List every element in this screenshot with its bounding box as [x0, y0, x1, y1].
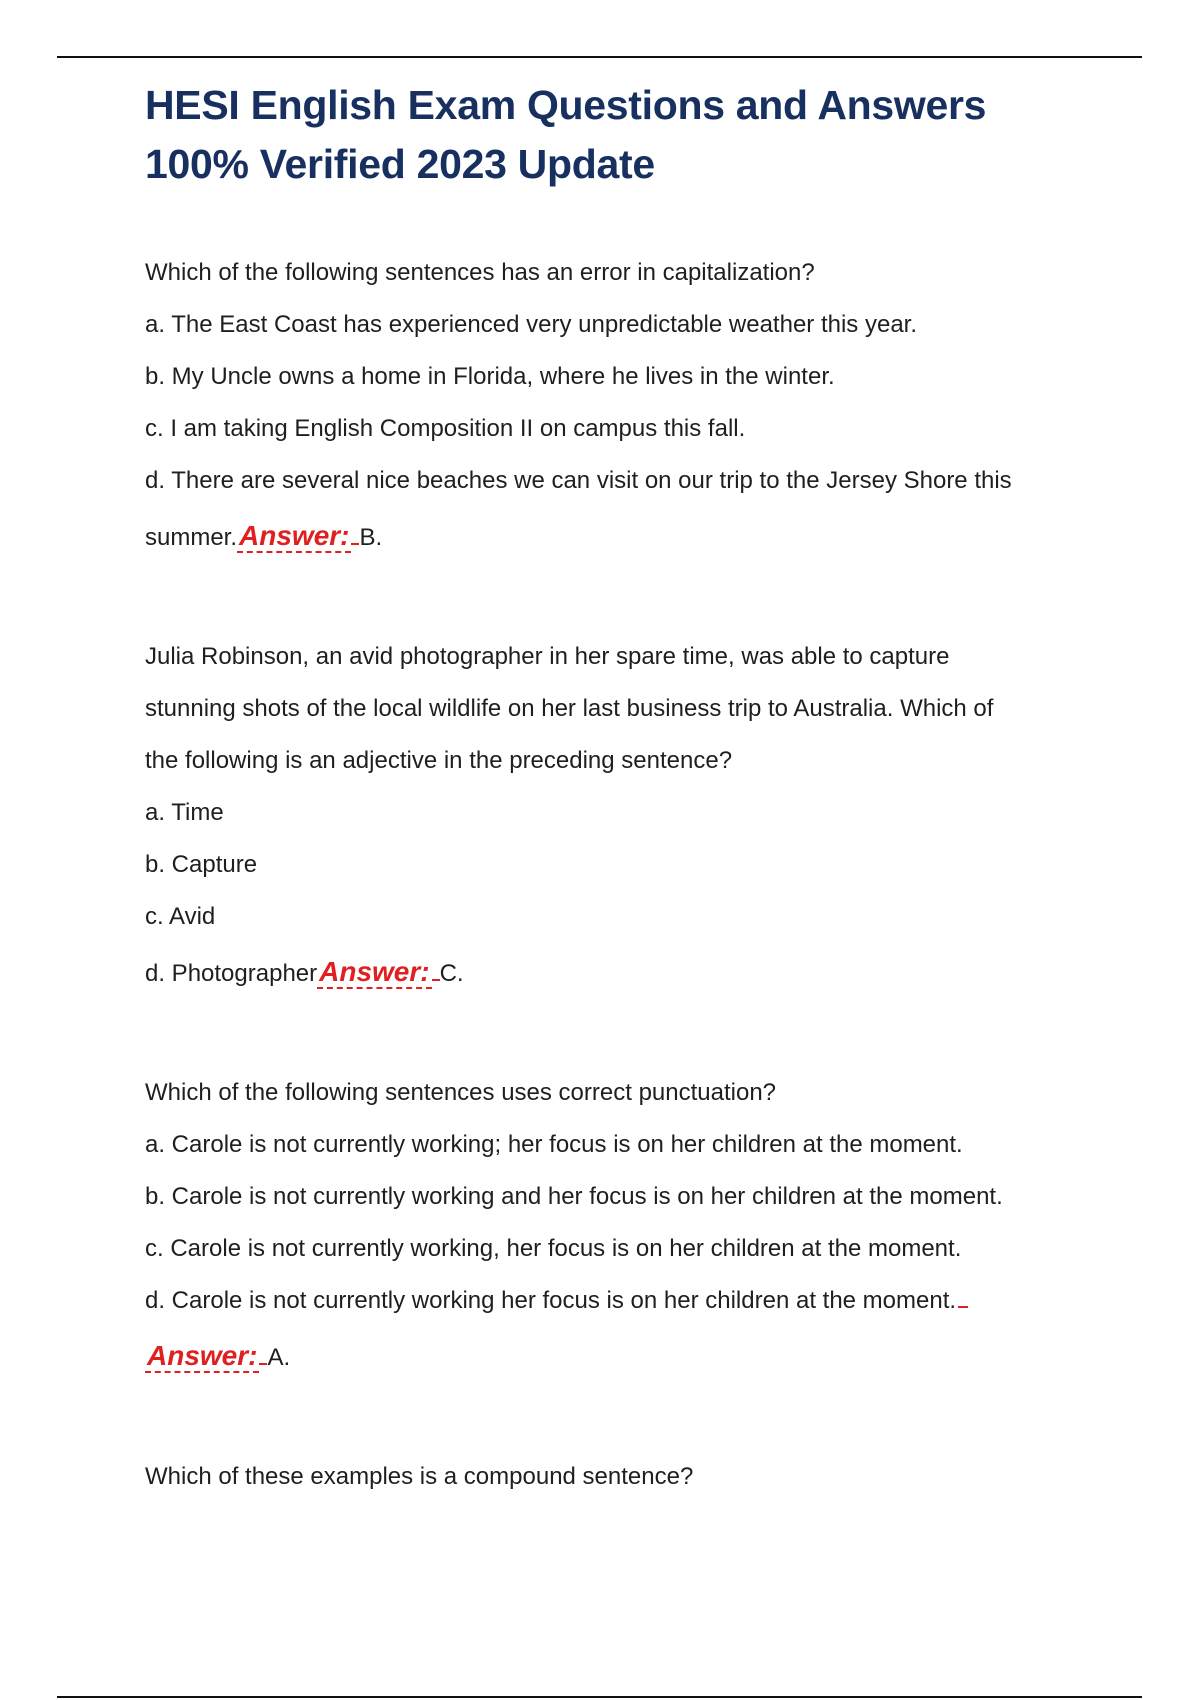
option-continuation: summer.: [145, 524, 238, 551]
question-prompt: Which of the following sentences has an error in capitalization?: [145, 259, 815, 286]
bottom-rule: [57, 1696, 1142, 1698]
question-4: [145, 1451, 1105, 1503]
stray-underline: [958, 1305, 968, 1308]
answer-value: B.: [359, 524, 383, 551]
document-title: [145, 76, 1105, 194]
answer-row: [145, 943, 1105, 1003]
question-1: [145, 247, 1105, 567]
answer-value: C.: [439, 960, 464, 987]
option-b: b. Capture: [145, 851, 258, 878]
question-3: [145, 1067, 1105, 1387]
top-rule: [57, 56, 1142, 58]
option-a: a. The East Coast has experienced very unpredictable weather this year.: [145, 311, 917, 338]
answer-label: Answer:: [147, 1340, 258, 1371]
title-line-1: HESI English Exam Questions and Answers: [145, 82, 987, 128]
option-d: d. There are several nice beaches we can visit on our trip to the Jersey Shore this: [145, 467, 1012, 494]
answer-label: Answer:: [239, 520, 350, 551]
question-prompt-line-3: the following is an adjective in the preceding sentence?: [145, 747, 733, 774]
answer-value: A.: [267, 1344, 291, 1371]
option-d: d. Photographer: [145, 960, 318, 987]
option-b: b. Carole is not currently working and her focus is on her children at the moment.: [145, 1183, 1003, 1210]
option-a: a. Carole is not currently working; her focus is on her children at the moment.: [145, 1131, 963, 1158]
option-d-row: [145, 1275, 1105, 1327]
option-c: c. I am taking English Composition II on campus this fall.: [145, 415, 746, 442]
question-prompt-line-2: stunning shots of the local wildlife on her last business trip to Australia. Which of: [145, 695, 994, 722]
title-line-2: 100% Verified 2023 Update: [145, 141, 655, 187]
question-2: [145, 631, 1105, 1003]
answer-label: Answer:: [319, 956, 430, 987]
question-prompt: Which of these examples is a compound sentence?: [145, 1463, 694, 1490]
answer-row: [145, 507, 1105, 567]
answer-row: [145, 1327, 1105, 1387]
option-a: a. Time: [145, 799, 224, 826]
option-c: c. Avid: [145, 903, 216, 930]
question-prompt-line-1: Julia Robinson, an avid photographer in her spare time, was able to capture: [145, 643, 950, 670]
option-b: b. My Uncle owns a home in Florida, where he lives in the winter.: [145, 363, 835, 390]
answer-underline-gap: [432, 978, 440, 981]
question-prompt: Which of the following sentences uses correct punctuation?: [145, 1079, 777, 1106]
option-d: d. Carole is not currently working her focus is on her children at the moment.: [145, 1287, 957, 1314]
document-body: [145, 76, 1105, 1503]
option-c: c. Carole is not currently working, her focus is on her children at the moment.: [145, 1235, 962, 1262]
